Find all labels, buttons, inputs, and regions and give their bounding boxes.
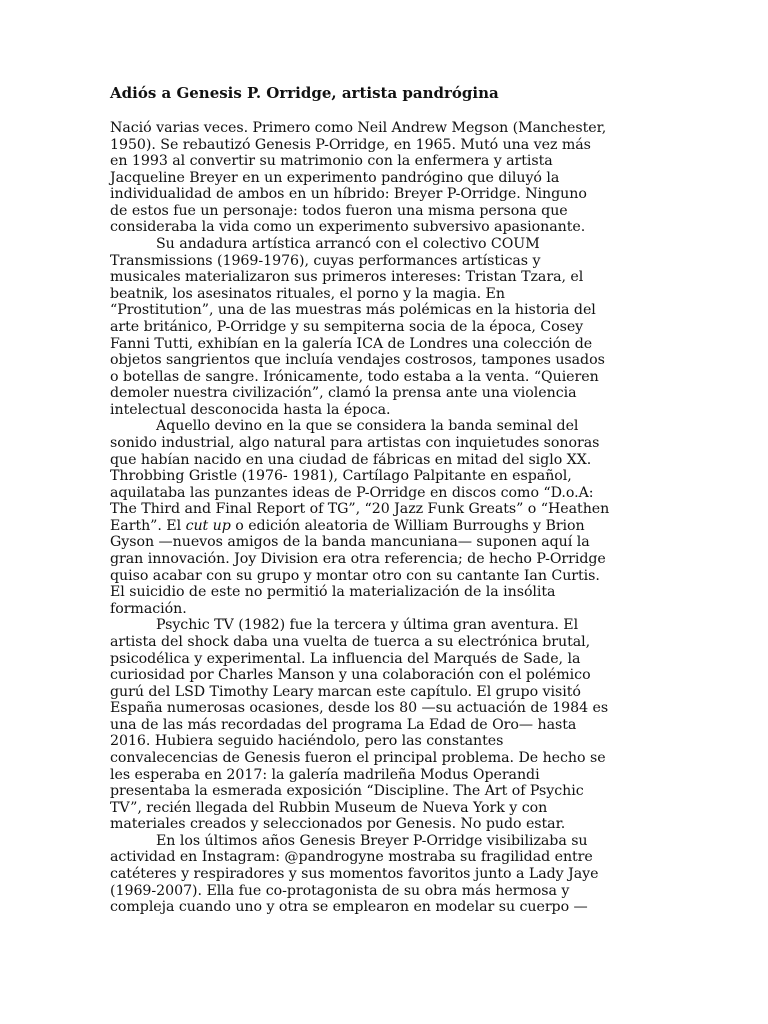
text-line: Transmissions (1969-1976), cuyas performances artísticas y	[110, 252, 541, 269]
text-line: Gyson —nuevos amigos de la banda mancuniana— suponen aquí la	[110, 534, 590, 551]
text-line: que habían nacido en una ciudad de fábricas en mitad del siglo XX.	[110, 451, 592, 468]
text-line: El suicidio de este no permitió la materialización de la insólita	[110, 584, 556, 601]
paragraph	[110, 833, 670, 916]
text-line: o botellas de sangre. Irónicamente, todo estaba a la venta. “Quieren	[110, 368, 599, 385]
text-line: individualidad de ambos en un híbrido: Breyer P-Orridge. Ninguno	[110, 186, 587, 203]
text-line: demoler nuestra civilización”, clamó la prensa ante una violencia	[110, 385, 577, 402]
text-line: beatnik, los asesinatos rituales, el porno y la magia. En	[110, 285, 505, 302]
emphasis: cut up	[185, 517, 231, 534]
paragraph	[110, 120, 670, 236]
text-line: arte británico, P-Orridge y su sempiterna socia de la época, Cosey	[110, 318, 584, 335]
text-line: una de las más recordadas del programa La Edad de Oro— hasta	[110, 716, 577, 733]
text-line: consideraba la vida como un experimento subversivo apasionante.	[110, 219, 586, 236]
text-line: Psychic TV (1982) fue la tercera y última gran aventura. El	[156, 617, 579, 634]
text-line: compleja cuando uno y otra se emplearon en modelar su cuerpo —	[110, 899, 588, 916]
text-line: intelectual desconocida hasta la época.	[110, 401, 391, 418]
text-line: psicodélica y experimental. La influencia del Marqués de Sade, la	[110, 650, 581, 667]
text-line: gurú del LSD Timothy Leary marcan este capítulo. El grupo visitó	[110, 683, 581, 700]
text-line: musicales materializaron sus primeros intereses: Tristan Tzara, el	[110, 269, 584, 286]
text-line: objetos sangrientos que incluía vendajes costrosos, tampones usados	[110, 352, 605, 369]
text-line: Aquello devino en la que se considera la banda seminal del	[156, 418, 579, 435]
text-line: 1950). Se rebautizó Genesis P-Orridge, en 1965. Mutó una vez más	[110, 136, 591, 153]
text-line: España numerosas ocasiones, desde los 80 —su actuación de 1984 es	[110, 700, 609, 717]
text-line: curiosidad por Charles Manson y una colaboración con el polémico	[110, 667, 591, 684]
text-line: Jacqueline Breyer en un experimento pandrógino que diluyó la	[110, 169, 560, 186]
article-title: Adiós a Genesis P. Orridge, artista pandrógina	[110, 84, 499, 102]
text-line: TV”, recién llegada del Rubbin Museum de Nueva York y con	[110, 799, 548, 816]
text-line: les esperaba en 2017: la galería madrileña Modus Operandi	[110, 766, 540, 783]
text-line: The Third and Final Report of TG”, “20 Jazz Funk Greats” o “Heathen	[110, 501, 610, 518]
text-line: de estos fue un personaje: todos fueron una misma persona que	[110, 202, 568, 219]
text-line: Nació varias veces. Primero como Neil Andrew Megson (Manchester,	[110, 120, 607, 136]
article-body	[110, 120, 670, 916]
text-line: actividad en Instagram: @pandrogyne mostraba su fragilidad entre	[110, 849, 593, 866]
paragraph	[110, 236, 670, 418]
text-line: Throbbing Gristle (1976- 1981), Cartílago Palpitante en español,	[110, 468, 572, 485]
text-line: presentaba la esmerada exposición “Discipline. The Art of Psychic	[110, 783, 584, 800]
text-line: (1969-2007). Ella fue co-protagonista de su obra más hermosa y	[110, 882, 570, 899]
text-line: gran innovación. Joy Division era otra referencia; de hecho P-Orridge	[110, 551, 606, 568]
text-line: quiso acabar con su grupo y montar otro con su cantante Ian Curtis.	[110, 567, 600, 584]
text-line: sonido industrial, algo natural para artistas con inquietudes sonoras	[110, 434, 600, 451]
text-line: catéteres y respiradores y sus momentos favoritos junto a Lady Jaye	[110, 866, 599, 883]
text-line: en 1993 al convertir su matrimonio con la enfermera y artista	[110, 153, 553, 170]
paragraph	[110, 617, 670, 833]
text-line: artista del shock daba una vuelta de tuerca a su electrónica brutal,	[110, 633, 591, 650]
text-line: Fanni Tutti, exhibían en la galería ICA de Londres una colección de	[110, 335, 593, 352]
text-line: convalecencias de Genesis fueron el principal problema. De hecho se	[110, 749, 606, 766]
text-line: materiales creados y seleccionados por Genesis. No pudo estar.	[110, 816, 566, 833]
text-line: 2016. Hubiera seguido haciéndolo, pero las constantes	[110, 733, 504, 750]
text-line: formación.	[110, 600, 187, 617]
text-line: Su andadura artística arrancó con el colectivo COUM	[156, 236, 540, 253]
text-line: “Prostitution”, una de las muestras más polémicas en la historia del	[110, 302, 596, 319]
text-line: Earth”. El cut up o edición aleatoria de William Burroughs y Brion	[110, 517, 585, 534]
text-line: aquilataba las punzantes ideas de P-Orridge en discos como “D.o.A:	[110, 484, 594, 501]
paragraph	[110, 418, 670, 617]
text-line: En los últimos años Genesis Breyer P-Orridge visibilizaba su	[156, 832, 588, 849]
